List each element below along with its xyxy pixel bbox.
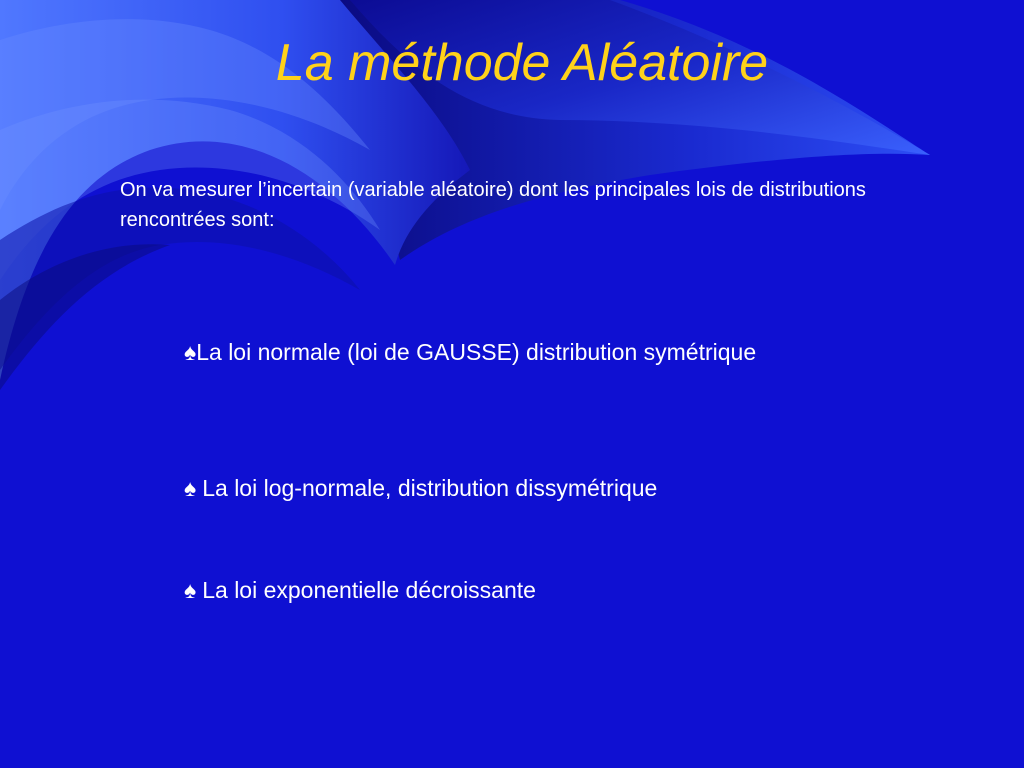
spade-bullet-icon: ♠ bbox=[184, 339, 197, 365]
spade-bullet-icon: ♠ bbox=[184, 577, 197, 603]
bullet-text: La loi exponentielle décroissante bbox=[202, 577, 536, 603]
intro-paragraph: On va mesurer l’incertain (variable aléatoire) dont les principales lois de distributions rencontrées sont: bbox=[120, 179, 866, 231]
bullet-item-exponential bbox=[184, 574, 804, 614]
slide-title: La méthode Aléatoire bbox=[275, 34, 769, 92]
bullet-text: La loi normale (loi de GAUSSE) distribution symétrique bbox=[196, 339, 757, 365]
spade-bullet-icon: ♠ bbox=[184, 475, 197, 501]
bullet-list bbox=[184, 336, 804, 614]
bullet-text: La loi log-normale, distribution dissymétrique bbox=[202, 475, 658, 501]
bullet-item-normal bbox=[184, 336, 804, 472]
bullet-item-lognormal bbox=[184, 472, 804, 574]
